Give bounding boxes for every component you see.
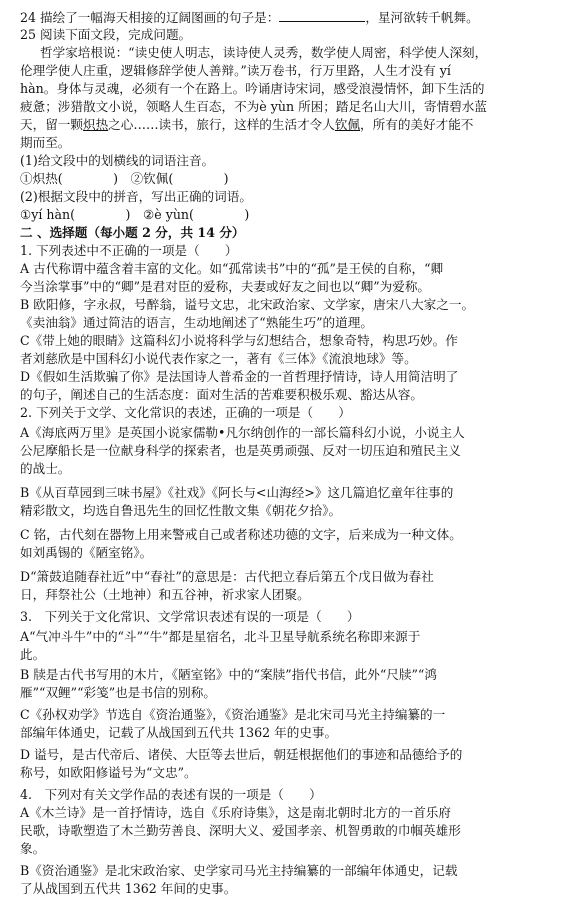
passage-line: 期而至。 <box>20 135 71 150</box>
option-line: 雁”“双鲤”“彩笺”也是书信的别称。 <box>20 685 216 700</box>
option-line: 的战士。 <box>20 461 71 476</box>
option-line: C 铭，古代刻在器物上用来警戒自己或者称述功德的文字，后来成为一种文体。 <box>20 527 462 542</box>
underlined-word-chire: 炽热 <box>82 117 109 132</box>
option-line: 者刘慈欣是中国科幻小说代表作家之一，著有《三体》《流浪地球》等。 <box>20 351 417 366</box>
option-line: A《海底两万里》是英国小说家儒勒•凡尔纳创作的一部长篇科幻小说，小说主人 <box>20 425 465 440</box>
q24-answer-blank[interactable] <box>279 8 365 22</box>
passage-text: 天，留一颗 <box>20 117 83 132</box>
option-line: B《资治通鉴》是北宋政治家、史学家司马光主持编纂的一部编年体通史，记载 <box>20 863 458 878</box>
option-line: 此。 <box>20 647 46 662</box>
passage-line: 哲学家培根说：“读史使人明志，读诗使人灵秀，数学使人周密，科学使人深刻， <box>40 45 488 60</box>
q24-text: 24 描绘了一幅海天相接的辽阔图画的句子是： <box>20 10 280 25</box>
q24-line <box>20 8 572 27</box>
passage-line: hàn。身体与灵魂，必须有一个在路上。吟诵唐诗宋词，感受浪漫情怀，卸下生活的 <box>20 81 485 96</box>
option-line: 的句子，阐述自己的生活态度：面对生活的苦难要积极乐观、豁达从容。 <box>20 387 423 402</box>
passage-text: 之心……读书，旅行，这样的生活才令人 <box>108 117 335 132</box>
passage-line: 疲惫；涉猎散文小说，领略人生百态，不为è yùn 所困；踏足名山大川，寄情碧水蓝 <box>20 99 487 114</box>
passage-text: ，所有的美好才能不 <box>360 117 474 132</box>
q25-heading: 25 阅读下面文段，完成问题。 <box>20 27 192 42</box>
q25-sub2: (2)根据文段中的拼音，写出正确的词语。 <box>20 189 252 204</box>
option-line: 了从战国到五代共 1362 年间的史事。 <box>20 881 237 896</box>
option-line: D“箫鼓追随春社近”中“春社”的意思是：古代把立春后第五个戊日做为春社 <box>20 569 434 584</box>
option-line: C《带上她的眼睛》这篇科幻小说将科学与幻想结合，想象奇特，构思巧妙。作 <box>20 333 458 348</box>
option-line: 称号，如欧阳修谥号为“文忠”。 <box>20 765 197 780</box>
question-1: 1. 下列表述中不正确的一项是（ ） <box>20 243 238 258</box>
underlined-word-qinpei: 钦佩 <box>334 117 361 132</box>
q25-sub1-answer-line: ①炽热( ) ②钦佩( ) <box>20 171 229 186</box>
option-line: 如刘禹锡的《陋室铭》。 <box>20 545 153 560</box>
option-line: A 古代称谓中蕴含着丰富的文化。如“孤常读书”中的“孤”是王侯的自称，“卿 <box>20 261 444 276</box>
option-line: 今当涂掌事”中的“卿”是君对臣的爱称，夫妻或好友之间也以“卿”为爱称。 <box>20 279 431 294</box>
option-line: C《孙权劝学》节选自《资治通鉴》，《资治通鉴》是北宋司马光主持编纂的一 <box>20 707 446 722</box>
passage-line: 伦理学使人庄重，逻辑修辞学使人善辩。”读万卷书，行万里路，人生才没有 yí <box>20 63 451 78</box>
q25-sub1: (1)给文段中的划横线的词语注音。 <box>20 153 215 168</box>
option-line: 民歌，诗歌塑造了木兰勤劳善良、深明大义、爱国孝亲、机智勇敢的巾帼英雄形 <box>20 823 461 838</box>
question-2: 2. 下列关于文学、文化常识的表述，正确的一项是（ ） <box>20 405 351 420</box>
option-line: D《假如生活欺骗了你》是法国诗人普希金的一首哲理抒情诗，诗人用简洁明了 <box>20 369 459 384</box>
option-line: A《木兰诗》是一首抒情诗，选自《乐府诗集》，这是南北朝时北方的一首乐府 <box>20 805 451 820</box>
option-line: B 牍是古代书写用的木片，《陋室铭》中的“案牍”指代书信，此外“尺牍”“鸿 <box>20 667 437 682</box>
q24-text-end: ，星河欲转千帆舞。 <box>365 10 479 25</box>
question-4: 4. 下列对有关文学作品的表述有误的一项是（ ） <box>20 787 322 802</box>
option-line: 部编年体通史，记载了从战国到五代共 1362 年的史事。 <box>20 725 338 740</box>
option-line: 精彩散文，均选自鲁迅先生的回忆性散文集《朝花夕拾》。 <box>20 503 342 518</box>
section-heading: 二 、选择题（每小题 2 分，共 14 分） <box>20 225 245 240</box>
option-line: 日，拜祭社公（土地神）和五谷神，祈求家人团聚。 <box>20 587 310 602</box>
passage-line <box>20 116 572 134</box>
option-line: B 欧阳修，字永叔，号醉翁，谥号文忠，北宋政治家、文学家，唐宋八大家之一。 <box>20 297 475 312</box>
q25-sub2-answer-line: ①yí hàn( ) ②è yùn( ) <box>20 207 250 222</box>
option-line: 《卖油翁》通过简洁的语言，生动地阐述了“熟能生巧”的道理。 <box>20 315 373 330</box>
option-line: 象。 <box>20 841 46 856</box>
option-line: 公尼摩船长是一位献身科学的探索者，也是英勇顽强、反对一切压迫和殖民主义 <box>20 443 461 458</box>
option-line: D 谥号，是古代帝后、诸侯、大臣等去世后，朝廷根据他们的事迹和品德给予的 <box>20 747 463 762</box>
option-line: B《从百草园到三味书屋》《社戏》《阿长与<山海经>》这几篇追忆童年往事的 <box>20 485 454 500</box>
option-line: A“气冲斗牛”中的“斗”“牛”都是星宿名，北斗卫星导航系统名称即来源于 <box>20 629 421 644</box>
question-3: 3. 下列关于文化常识、文学常识表述有误的一项是（ ） <box>20 609 360 624</box>
